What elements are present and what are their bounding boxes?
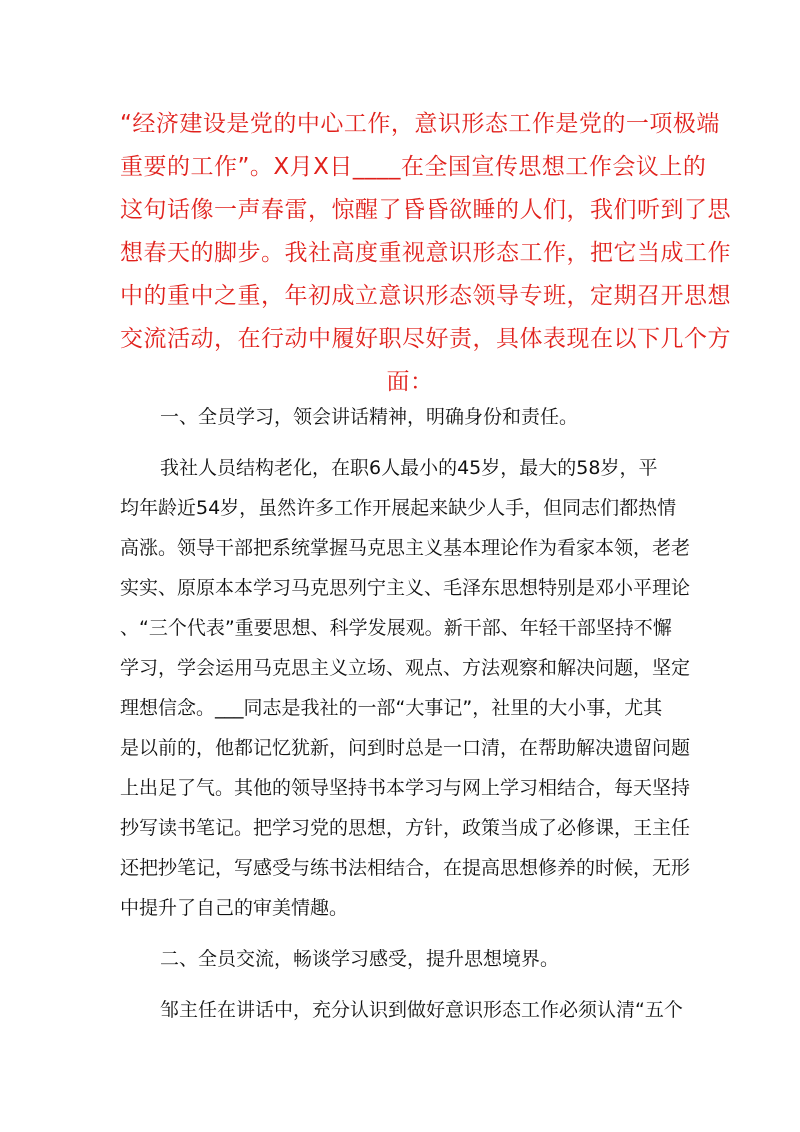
red-line: 重要的工作”。X月X日____在全国宣传思想工作会议上的 xyxy=(120,154,707,180)
red-line: 想春天的脚步。我社高度重视意识形态工作，把它当成工作 xyxy=(120,240,731,266)
red-line: “经济建设是党的中心工作，意识形态工作是党的一项极端 xyxy=(120,111,720,137)
body-line: 是以前的，他都记忆犹新，问到时总是一口清，在帮助解决遗留问题 xyxy=(120,737,691,759)
red-line-last: 面： xyxy=(386,369,434,395)
red-line: 这句话像一声春雷，惊醒了昏昏欲睡的人们，我们听到了思 xyxy=(120,197,731,223)
body-line: 实实、原原本本学习马克思列宁主义、毛泽东思想特别是邓小平理论 xyxy=(120,577,691,599)
body-line: 上出足了气。其他的领导坚持书本学习与网上学习相结合，每天坚持 xyxy=(120,777,691,799)
body-line: 学习，学会运用马克思主义立场、观点、方法观察和解决问题，坚定 xyxy=(120,657,691,679)
section-heading-1: 一、全员学习，领会讲话精神，明确身份和责任。 xyxy=(160,406,579,428)
body-line: 中提升了自己的审美情趣。 xyxy=(120,897,349,919)
section-heading-2: 二、全员交流，畅谈学习感受，提升思想境界。 xyxy=(160,948,560,970)
body-line: 我社人员结构老化，在职6人最小的45岁，最大的58岁，平 xyxy=(160,457,658,479)
body-line: 理想信念。___同志是我社的一部“大事记”，社里的大小事，尤其 xyxy=(120,697,663,719)
body-text xyxy=(120,397,700,1030)
body-line: 均年龄近54岁，虽然许多工作开展起来缺少人手，但同志们都热情 xyxy=(120,497,677,519)
body-line: 、“三个代表”重要思想、科学发展观。新干部、年轻干部坚持不懈 xyxy=(120,617,672,639)
red-line: 交流活动，在行动中履好职尽好责，具体表现在以下几个方 xyxy=(120,326,731,352)
body-line: 邹主任在讲话中，充分认识到做好意识形态工作必须认清“五个 xyxy=(160,999,683,1021)
body-line: 还把抄笔记，写感受与练书法相结合，在提高思想修养的时候，无形 xyxy=(120,857,691,879)
body-line: 抄写读书笔记。把学习党的思想，方针，政策当成了必修课，王主任 xyxy=(120,817,691,839)
body-line: 高涨。领导干部把系统掌握马克思主义基本理论作为看家本领，老老 xyxy=(120,537,691,559)
red-intro-paragraph xyxy=(120,103,731,404)
red-line: 中的重中之重，年初成立意识形态领导专班，定期召开思想 xyxy=(120,283,731,309)
